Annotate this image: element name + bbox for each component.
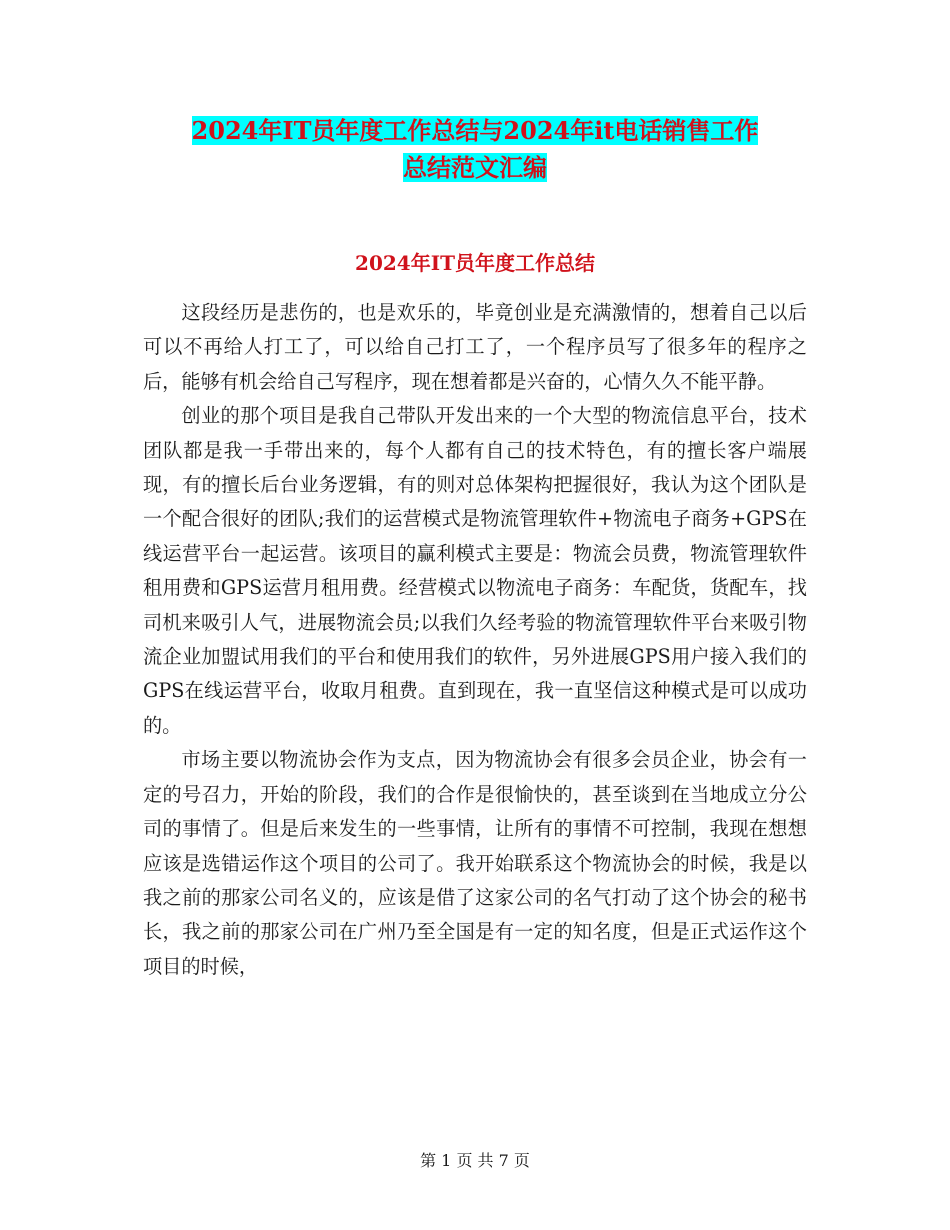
document-title [0, 112, 950, 186]
page-footer: 第 1 页 共 7 页 [420, 1151, 530, 1170]
paragraph: 创业的那个项目是我自己带队开发出来的一个大型的物流信息平台，技术团队都是我一手带出来的，每个人都有自己的技术特色，有的擅长客户端展现，有的擅长后台业务逻辑，有的则对总体架构把握很好，我认为这个团队是一个配合很好的团队;我们的运营模式是物流管理软件+物流电子商务+GPS在线运营平台一起运营。该项目的赢利模式主要是：物流会员费，物流管理软件租用费和GPS运营月租用费。经营模式以物流电子商务：车配货，货配车，找司机来吸引人气，进展物流会员;以我们久经考验的物流管理软件平台来吸引物流企业加盟试用我们的平台和使用我们的软件，另外进展GPS用户接入我们的GPS在线运营平台，收取月租费。直到现在，我一直坚信这种模式是可以成功的。 [143, 404, 807, 737]
document-body [143, 296, 807, 984]
section-title: 2024年IT员年度工作总结 [355, 251, 595, 275]
paragraph: 这段经历是悲伤的，也是欢乐的，毕竟创业是充满激情的，想着自己以后可以不再给人打工了，可以给自己打工了，一个程序员写了很多年的程序之后，能够有机会给自己写程序，现在想着都是兴奋的，心情久久不能平静。 [143, 301, 807, 393]
paragraph: 市场主要以物流协会作为支点，因为物流协会有很多会员企业，协会有一定的号召力，开始的阶段，我们的合作是很愉快的，甚至谈到在当地成立分公司的事情了。但是后来发生的一些事情，让所有的事情不可控制，我现在想想应该是选错运作这个项目的公司了。我开始联系这个物流协会的时候，我是以我之前的那家公司名义的，应该是借了这家公司的名气打动了这个协会的秘书长，我之前的那家公司在广州乃至全国是有一定的知名度，但是正式运作这个项目的时候， [143, 748, 807, 978]
document-title-line-2: 总结范文汇编 [403, 153, 547, 182]
document-title-line-1: 2024年IT员年度工作总结与2024年it电话销售工作 [191, 116, 759, 145]
